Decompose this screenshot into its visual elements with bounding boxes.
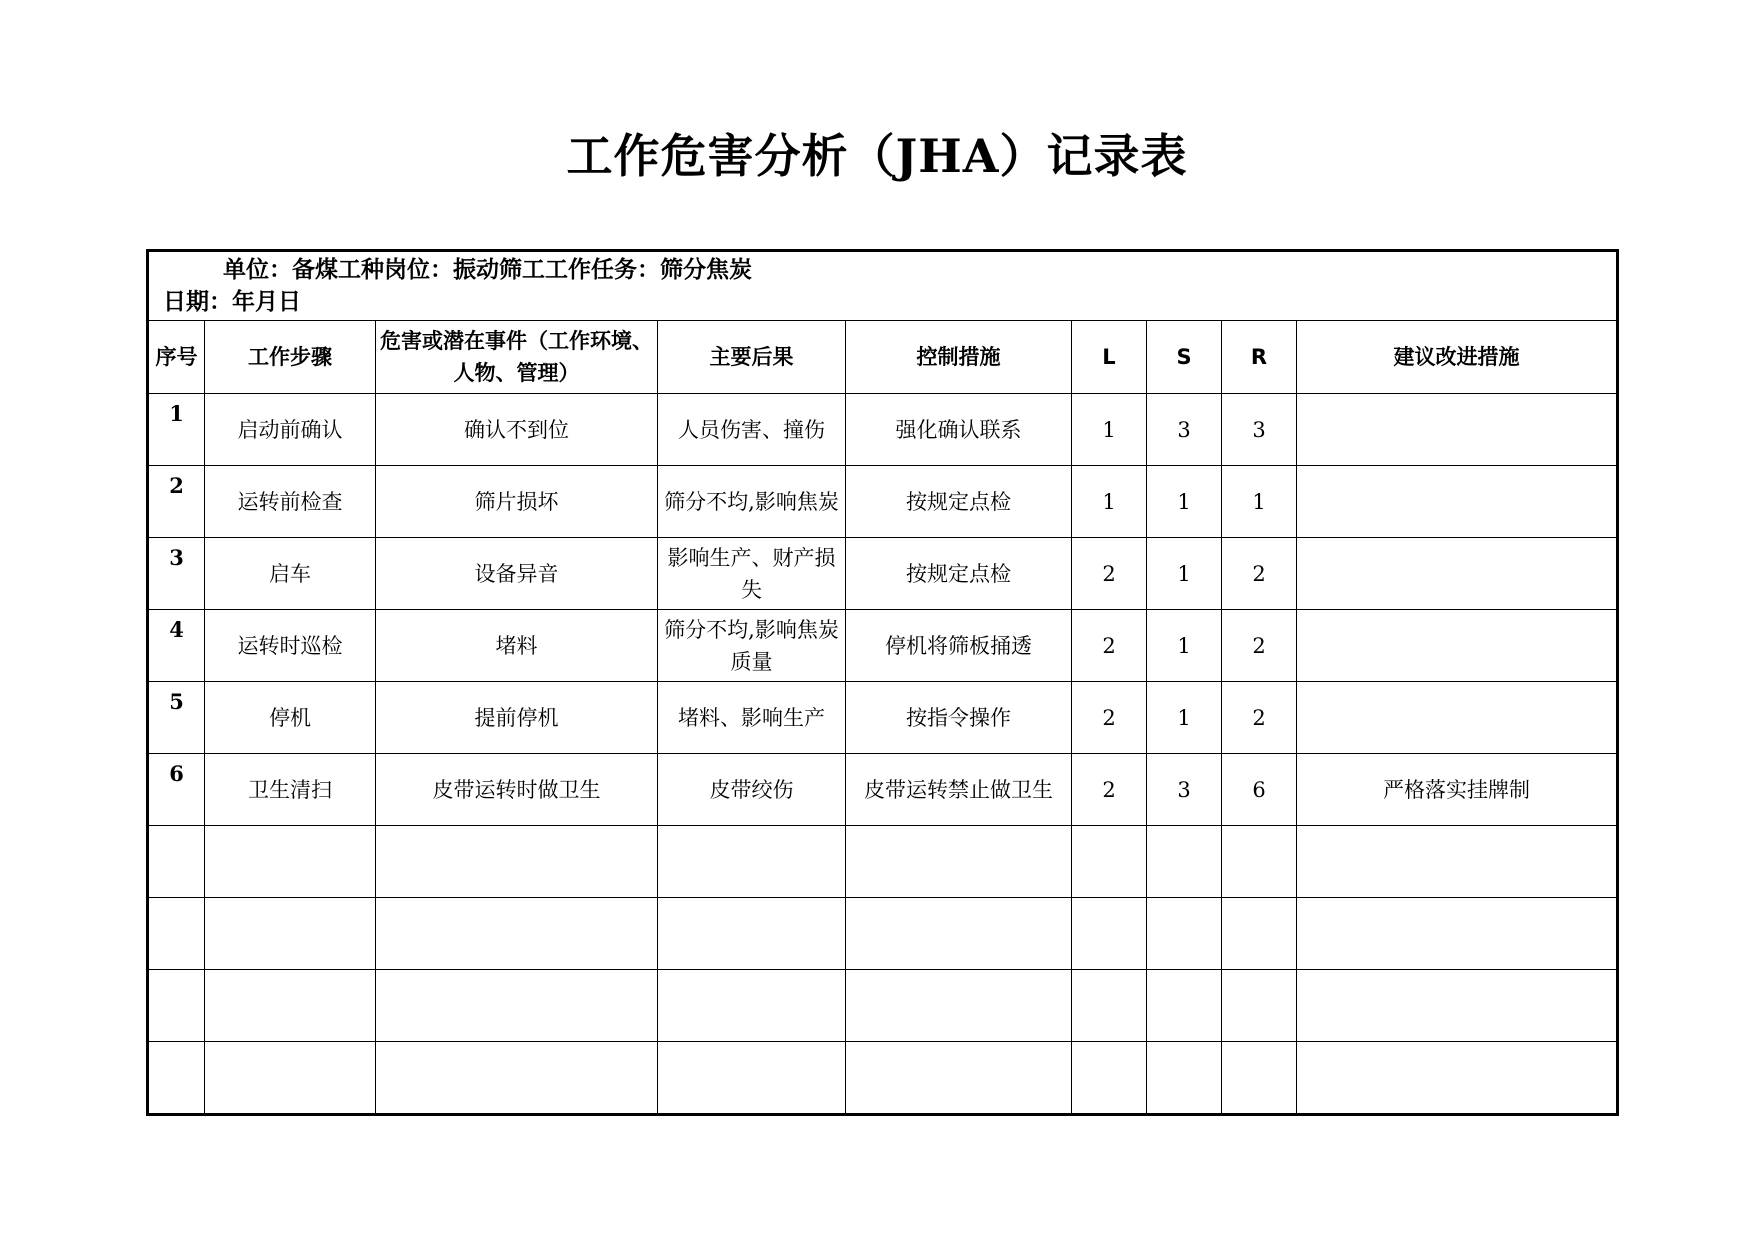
cell-r: 2 (1222, 610, 1297, 682)
cell-consequence: 人员伤害、撞伤 (658, 394, 846, 466)
cell-hazard (376, 970, 658, 1042)
cell-hazard: 皮带运转时做卫生 (376, 754, 658, 826)
table-row (148, 970, 1618, 1042)
cell-control (846, 898, 1072, 970)
table-row (148, 394, 1618, 466)
cell-r (1222, 898, 1297, 970)
cell-control: 停机将筛板捅透 (846, 610, 1072, 682)
cell-s (1147, 970, 1222, 1042)
table-row (148, 466, 1618, 538)
cell-hazard: 堵料 (376, 610, 658, 682)
header-step: 工作步骤 (205, 321, 376, 394)
header-hazard: 危害或潜在事件（工作环境、人物、管理） (376, 321, 658, 394)
cell-l (1072, 1042, 1147, 1115)
table-row (148, 826, 1618, 898)
cell-consequence: 皮带绞伤 (658, 754, 846, 826)
cell-seq (148, 1042, 205, 1115)
cell-hazard (376, 1042, 658, 1115)
cell-consequence: 筛分不均,影响焦炭质量 (658, 610, 846, 682)
cell-control: 皮带运转禁止做卫生 (846, 754, 1072, 826)
cell-suggestion (1297, 970, 1618, 1042)
cell-step: 停机 (205, 682, 376, 754)
cell-seq (148, 970, 205, 1042)
cell-r (1222, 826, 1297, 898)
cell-suggestion (1297, 394, 1618, 466)
cell-r (1222, 1042, 1297, 1115)
cell-hazard (376, 826, 658, 898)
cell-s (1147, 898, 1222, 970)
table-row (148, 682, 1618, 754)
page-title: 工作危害分析（JHA）记录表 (566, 129, 1188, 183)
cell-step: 卫生清扫 (205, 754, 376, 826)
cell-l: 2 (1072, 682, 1147, 754)
cell-seq: 2 (148, 466, 205, 538)
cell-hazard: 筛片损坏 (376, 466, 658, 538)
cell-step (205, 898, 376, 970)
cell-l (1072, 898, 1147, 970)
cell-control (846, 1042, 1072, 1115)
cell-suggestion (1297, 826, 1618, 898)
cell-control (846, 970, 1072, 1042)
cell-s: 3 (1147, 754, 1222, 826)
cell-r: 2 (1222, 538, 1297, 610)
info-row (148, 251, 1618, 321)
cell-control: 强化确认联系 (846, 394, 1072, 466)
header-seq: 序号 (148, 321, 205, 394)
cell-hazard: 确认不到位 (376, 394, 658, 466)
cell-r: 1 (1222, 466, 1297, 538)
cell-step: 启动前确认 (205, 394, 376, 466)
cell-consequence (658, 898, 846, 970)
header-consequence: 主要后果 (658, 321, 846, 394)
cell-suggestion (1297, 1042, 1618, 1115)
cell-suggestion: 严格落实挂牌制 (1297, 754, 1618, 826)
header-l: L (1072, 321, 1147, 394)
cell-control (846, 826, 1072, 898)
cell-s: 1 (1147, 466, 1222, 538)
info-unit-line: 单位：备煤工种岗位：振动筛工工作任务：筛分焦炭 (223, 257, 752, 283)
info-cell (148, 251, 1618, 321)
cell-s: 1 (1147, 682, 1222, 754)
table-row (148, 538, 1618, 610)
cell-seq: 1 (148, 394, 205, 466)
cell-consequence (658, 826, 846, 898)
cell-hazard (376, 898, 658, 970)
cell-control: 按规定点检 (846, 538, 1072, 610)
cell-suggestion (1297, 610, 1618, 682)
cell-l: 2 (1072, 538, 1147, 610)
cell-consequence (658, 970, 846, 1042)
table-row (148, 754, 1618, 826)
cell-l (1072, 826, 1147, 898)
header-control: 控制措施 (846, 321, 1072, 394)
cell-control: 按指令操作 (846, 682, 1072, 754)
cell-step: 运转前检查 (205, 466, 376, 538)
cell-consequence: 堵料、影响生产 (658, 682, 846, 754)
cell-r: 3 (1222, 394, 1297, 466)
cell-l: 2 (1072, 610, 1147, 682)
cell-seq: 5 (148, 682, 205, 754)
cell-s (1147, 826, 1222, 898)
cell-l: 2 (1072, 754, 1147, 826)
cell-seq: 6 (148, 754, 205, 826)
header-row (148, 321, 1618, 394)
cell-r (1222, 970, 1297, 1042)
cell-seq: 4 (148, 610, 205, 682)
cell-s: 1 (1147, 610, 1222, 682)
header-suggestion: 建议改进措施 (1297, 321, 1618, 394)
cell-l (1072, 970, 1147, 1042)
cell-seq (148, 826, 205, 898)
header-r: R (1222, 321, 1297, 394)
cell-s: 1 (1147, 538, 1222, 610)
cell-s: 3 (1147, 394, 1222, 466)
cell-step (205, 970, 376, 1042)
cell-suggestion (1297, 682, 1618, 754)
cell-step: 运转时巡检 (205, 610, 376, 682)
cell-control: 按规定点检 (846, 466, 1072, 538)
cell-suggestion (1297, 538, 1618, 610)
cell-step (205, 826, 376, 898)
cell-hazard: 提前停机 (376, 682, 658, 754)
jha-table (146, 249, 1619, 1116)
cell-consequence: 影响生产、财产损失 (658, 538, 846, 610)
cell-l: 1 (1072, 466, 1147, 538)
cell-l: 1 (1072, 394, 1147, 466)
cell-hazard: 设备异音 (376, 538, 658, 610)
cell-s (1147, 1042, 1222, 1115)
cell-consequence (658, 1042, 846, 1115)
info-date-line: 日期：年月日 (163, 289, 301, 315)
table-row (148, 898, 1618, 970)
cell-r: 6 (1222, 754, 1297, 826)
cell-r: 2 (1222, 682, 1297, 754)
cell-seq: 3 (148, 538, 205, 610)
cell-step: 启车 (205, 538, 376, 610)
cell-consequence: 筛分不均,影响焦炭 (658, 466, 846, 538)
header-s: S (1147, 321, 1222, 394)
table-row (148, 610, 1618, 682)
cell-suggestion (1297, 898, 1618, 970)
cell-step (205, 1042, 376, 1115)
cell-seq (148, 898, 205, 970)
table-row (148, 1042, 1618, 1115)
cell-suggestion (1297, 466, 1618, 538)
